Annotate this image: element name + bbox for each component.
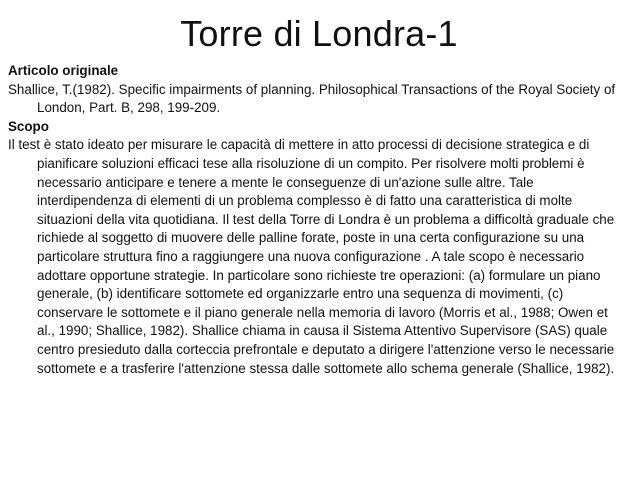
original-article-citation: Shallice, T.(1982). Specific impairments of planning. Philosophical Transactions of the Royal Society of London, Part. B, 298, 199-209.	[8, 81, 616, 116]
section-heading-purpose: Scopo	[8, 118, 49, 134]
purpose-paragraph: Il test è stato ideato per misurare le capacità di mettere in atto processi di decisione strategica e di pianificare soluzioni efficaci tese alla risoluzione di un compito. Per risolvere molti problemi è necessario anticipare e tenere a mente le conseguenze di un'azione sulle altre. Tale interdipendenza di elementi di un problema complesso è di fatto una caratteristica di molte situazioni della vita quotidiana. Il test della Torre di Londra è un problema a difficoltà graduale che richiede al soggetto di muovere delle palline forate, poste in una certa configurazione su una particolare struttura fino a raggiungere una nuova configurazione . A tale scopo è necessario adottare opportune strategie. In particolare sono richieste tre operazioni: (a) formulare un piano generale, (b) identificare sottomete ed organizzarle entro una sequenza di movimenti, (c) conservare le sottomete e il piano generale nella memoria di lavoro (Morris et al., 1988; Owen et al., 1990; Shallice, 1982). Shallice chiama in causa il Sistema Attentivo Supervisore (SAS) quale centro presieduto dalla corteccia prefrontale e deputato a dirigere l'attenzione verso le necessarie sottomete e a trasferire l'attenzione stessa dalle sottomete allo schema generale (Shallice, 1982).	[8, 137, 615, 376]
slide-title: Torre di Londra-1	[180, 13, 458, 54]
slide-content	[8, 62, 620, 378]
section-heading-original-article: Articolo originale	[8, 63, 119, 78]
